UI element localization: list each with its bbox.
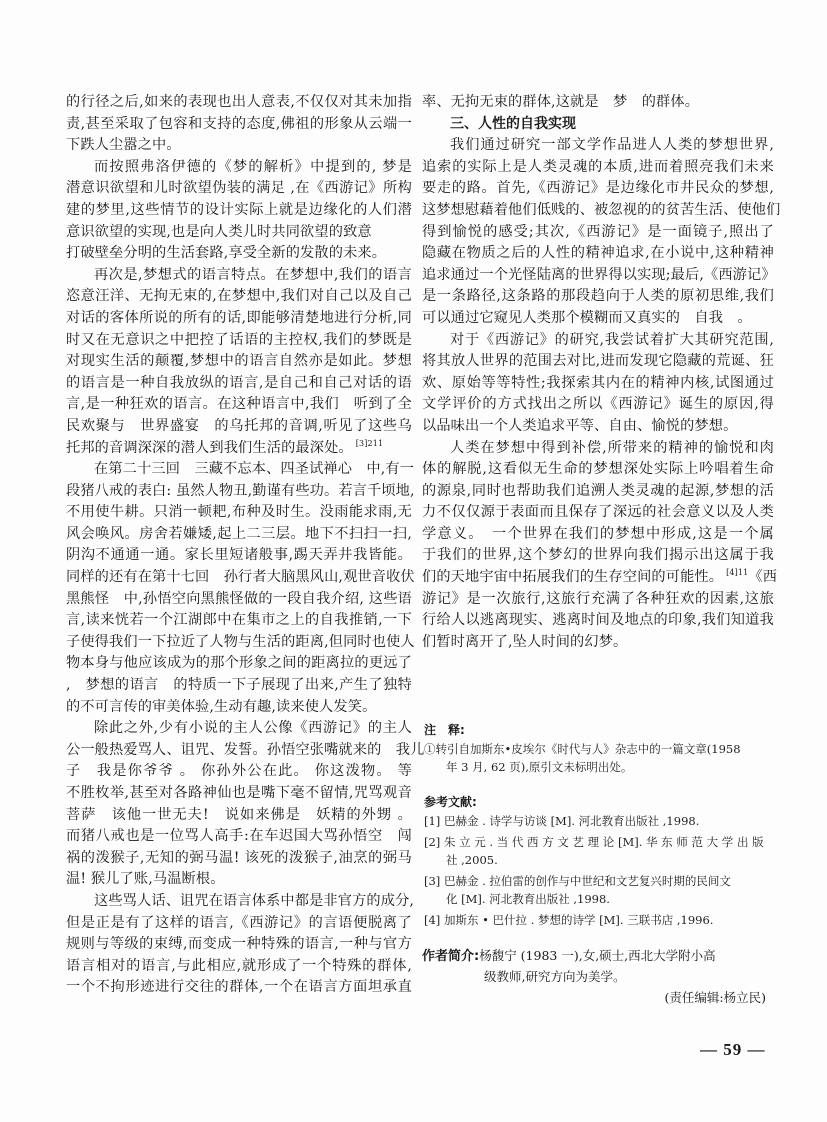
text-line: 欢、原始等等特性;我探索其内在的精神内核,试图通过	[422, 374, 774, 391]
text-line: 子 我是你爷爷 。 你孙外公在此。 你这泼物。 等	[66, 763, 412, 780]
text-line: 黑熊怪 中,孙悟空向黑熊怪做的一段自我介绍, 这些语	[66, 590, 412, 607]
text-line: 意识欲望的实现,也是向人类儿时共同欲望的致意	[66, 223, 372, 240]
text-line: 文学评价的方式找出之所以《西游记》诞生的原因,得	[422, 396, 774, 413]
back-matter	[422, 720, 774, 1008]
text-line: 不胜枚举,甚至对各路神仙也是嘴下毫不留情,咒骂观音	[66, 785, 412, 801]
reference-item: [4] 加斯东 • 巴什拉 . 梦想的诗学 [M]. 三联书店 ,1996.	[424, 913, 714, 927]
text-line: 下跌人尘嚣之中。	[66, 137, 181, 154]
note-text: ①转引自加斯东•皮埃尔《时代与人》杂志中的一篇文章(1958	[424, 742, 741, 756]
text-line	[422, 567, 778, 589]
references-section	[422, 792, 774, 929]
text-line: 是一条路径,这条路的那段趋向于人类的原初思维,我们	[422, 288, 774, 305]
text-line	[66, 438, 412, 460]
bio-label: 作者简介:	[422, 949, 480, 964]
bio-line: 级教师,研究方向为美学。	[484, 969, 626, 984]
page-number: — 59 —	[700, 1040, 766, 1059]
text-line: 的行径之后,如来的表现也出人意表,不仅仅对其未加指	[66, 94, 412, 110]
text-span: 托邦的音调深深的潜人到我们生活的最深处。	[66, 439, 353, 456]
citation-marker: [4]11	[726, 568, 749, 578]
text-line: 的语言是一种自我放纵的语言,是自己和自己对话的语	[66, 374, 412, 391]
reference-item: [1] 巴赫金 . 诗学与访谈 [M]. 河北教育出版社 ,1998.	[424, 814, 700, 828]
text-line: 我们通过研究一部文学作品进人人类的梦想世界,	[450, 137, 774, 154]
text-line: 祸的泼猴子,无知的弼马温! 该死的泼猴子,油烹的弼马	[66, 849, 412, 866]
text-line: 风会唤风。房舍若嫌矮,起上二三层。地下不扫扫一扫,	[66, 525, 412, 542]
right-column	[422, 92, 781, 653]
reference-item-cont: 社 ,2005.	[446, 853, 498, 867]
text-line: 菩萨 该他一世无夫! 说如来佛是 妖精的外甥 。	[66, 806, 412, 823]
text-line: 民欢聚与 世界盛宴 的乌托邦的音调,听见了这些乌	[66, 417, 412, 434]
text-span: 们的天地宇宙中拓展我们的生存空间的可能性。	[422, 569, 724, 586]
text-line: , 梦想的语言 的特质一下子展现了出来,产生了独特	[66, 677, 412, 694]
reference-item: [2] 朱 立 元 . 当 代 西 方 文 艺 理 论 [M]. 华 东 师 范 大 学 出 版	[424, 835, 764, 849]
text-line: 同样的还有在第十七回 孙行者大脑黑风山,观世音收伏	[66, 569, 415, 586]
text-line: 除此之外,少有小说的主人公像《西游记》的主人	[94, 720, 412, 737]
text-line: 一个不拘形迹进行交往的群体,一个在语言方面坦承直	[66, 979, 412, 996]
text-line: 而猪八戒也是一位骂人高手:在车迟国大骂孙悟空 闯	[66, 828, 412, 845]
text-line: 对于《西游记》的研究,我尝试着扩大其研究范围,	[450, 331, 774, 348]
text-line: 对话的客体所说的所有的话,即能够清楚地进行分析,同	[66, 309, 412, 326]
text-line: 恣意汪洋、无拘无束的,在梦想中,我们对自己以及自己	[66, 288, 412, 305]
text-line: 物本身与他应该成为的那个形象之间的距离拉的更远了	[66, 655, 412, 672]
text-line: 们暂时离开了,坠人时间的幻梦。	[422, 633, 628, 650]
text-line: 阴沟不通通一通。家长里短诸般事,踢天弄井我皆能。	[66, 547, 412, 564]
text-line: 规则与等级的束缚,而变成一种特殊的语言,一种与官方	[66, 936, 412, 953]
text-line: 这梦想慰藉着他们低贱的、被忽视的的贫苦生活、使他们	[422, 201, 781, 218]
text-line: 的源泉,同时也帮助我们追溯人类灵魂的起源,梦想的活	[422, 482, 774, 499]
text-line: 子使得我们一下拉近了人物与生活的距离,但同时也使人	[66, 633, 415, 650]
text-line: 段猪八戒的表白: 虽然人物丑,勤谨有些功。若言千顷地,	[66, 482, 415, 499]
text-line: 时又在无意识之中把控了话语的主控权,我们的梦既是	[66, 331, 412, 348]
reference-item: [3] 巴赫金 . 拉伯雷的创作与中世纪和文艺复兴时期的民间文	[424, 874, 731, 888]
text-line: 以品味出一个人类追求平等、自由、愉悦的梦想。	[422, 417, 738, 434]
text-line: 力不仅仅源于表面而且保存了深远的社会意义以及人类	[422, 504, 774, 521]
text-line: 潜意识欲望和儿时欲望伪装的满足 ,在《西游记》所构	[66, 180, 412, 197]
text-line: 再次是,梦想式的语言特点。在梦想中,我们的语言	[94, 266, 412, 283]
text-line: 打破壁垒分明的生活套路,享受全新的发散的未来。	[66, 245, 387, 262]
notes-title: 注 释:	[424, 723, 465, 737]
text-line: 得到愉悦的感受;其次,《西游记》是一面镜子,照出了	[422, 223, 774, 240]
citation-marker: [3]211	[355, 438, 384, 448]
section-heading: 三、人性的自我实现	[450, 115, 576, 132]
note-text: 年 3 月, 62 页),原引文未标明出处。	[446, 760, 633, 774]
bio-text: 杨馥宁 (1983 一),女,硕士,西北大学附小高	[479, 948, 716, 963]
left-column	[66, 92, 425, 999]
text-line: 但是正是有了这样的语言,《西游记》的言语便脱离了	[66, 914, 412, 931]
text-line: 追索的实际上是人类灵魂的本质,进而着照亮我们未来	[422, 158, 774, 175]
text-line: 在第二十三回 三藏不忘本、四圣试禅心 中,有一	[94, 461, 415, 478]
text-line: 将其放人世界的范围去对比,进而发现它隐藏的荒诞、狂	[422, 353, 774, 370]
editor-credit: (责任编辑:杨立民)	[664, 990, 766, 1005]
text-line: 学意义。 一个世界在我们的梦想中形成,这是一个属	[422, 525, 774, 542]
text-line: 于我们的世界,这个梦幻的世界向我们揭示出这属于我	[422, 547, 774, 564]
text-line: 而按照弗洛伊德的《梦的解析》中提到的, 梦是	[94, 158, 412, 175]
text-line: 温! 猴儿了账,马温断根。	[66, 871, 225, 888]
references-title: 参考文献:	[424, 795, 477, 809]
text-line: 语言相对的语言,与此相应,就形成了一个特殊的群体,	[66, 957, 412, 974]
text-span: 《西	[748, 569, 778, 586]
text-line: 可以通过它窥见人类那个模糊而又真实的 自我 。	[422, 309, 752, 326]
text-line: 率、无拘无束的群体,这就是 梦 的群体。	[422, 94, 700, 110]
text-line: 对现实生活的颠覆,梦想中的语言自然亦是如此。梦想	[66, 353, 412, 370]
text-line: 不用使牛耕。只消一顿耙,布种及时生。没雨能求雨,无	[66, 504, 412, 521]
notes-section	[422, 720, 774, 776]
text-line: 游记》是一次旅行,这旅行充满了各种狂欢的因素,这旅	[422, 590, 774, 607]
reference-item-cont: 化 [M]. 河北教育出版社 ,1998.	[446, 892, 610, 906]
text-line: 言,读来恍若一个江湖郎中在集市之上的自我推销,一下	[66, 612, 412, 629]
text-line: 追求通过一个光怪陆离的世界得以实现;最后,《西游记》	[422, 266, 776, 283]
text-line: 的不可言传的审美体验,生动有趣,读来使人发笑。	[66, 698, 377, 715]
text-line: 隐藏在物质之后的人性的精神追求,在小说中,这种精神	[422, 245, 774, 262]
text-line: 行给人以逃离现实、逃离时间及地点的印象,我们知道我	[422, 612, 774, 629]
text-line: 要走的路。首先,《西游记》是边缘化市井民众的梦想,	[422, 180, 774, 197]
text-line: 体的解脱,这看似无生命的梦想深处实际上吟唱着生命	[422, 461, 774, 478]
author-bio	[422, 945, 774, 1008]
text-line: 这些骂人话、诅咒在语言体系中都是非官方的成分,	[94, 892, 415, 909]
text-line: 建的梦里,这些情节的设计实际上就是边缘化的人们潜	[66, 201, 412, 218]
text-line: 人类在梦想中得到补偿,所带来的精神的愉悦和肉	[450, 439, 774, 456]
text-line: 言,是一种狂欢的语言。在这种语言中,我们 听到了全	[66, 396, 412, 413]
text-line: 责,甚至采取了包容和支持的态度,佛祖的形象从云端一	[66, 115, 412, 132]
bio-line	[422, 945, 774, 966]
text-line: 公一般热爱骂人、诅咒、发誓。孙悟空张嘴就来的 我儿	[66, 741, 425, 758]
